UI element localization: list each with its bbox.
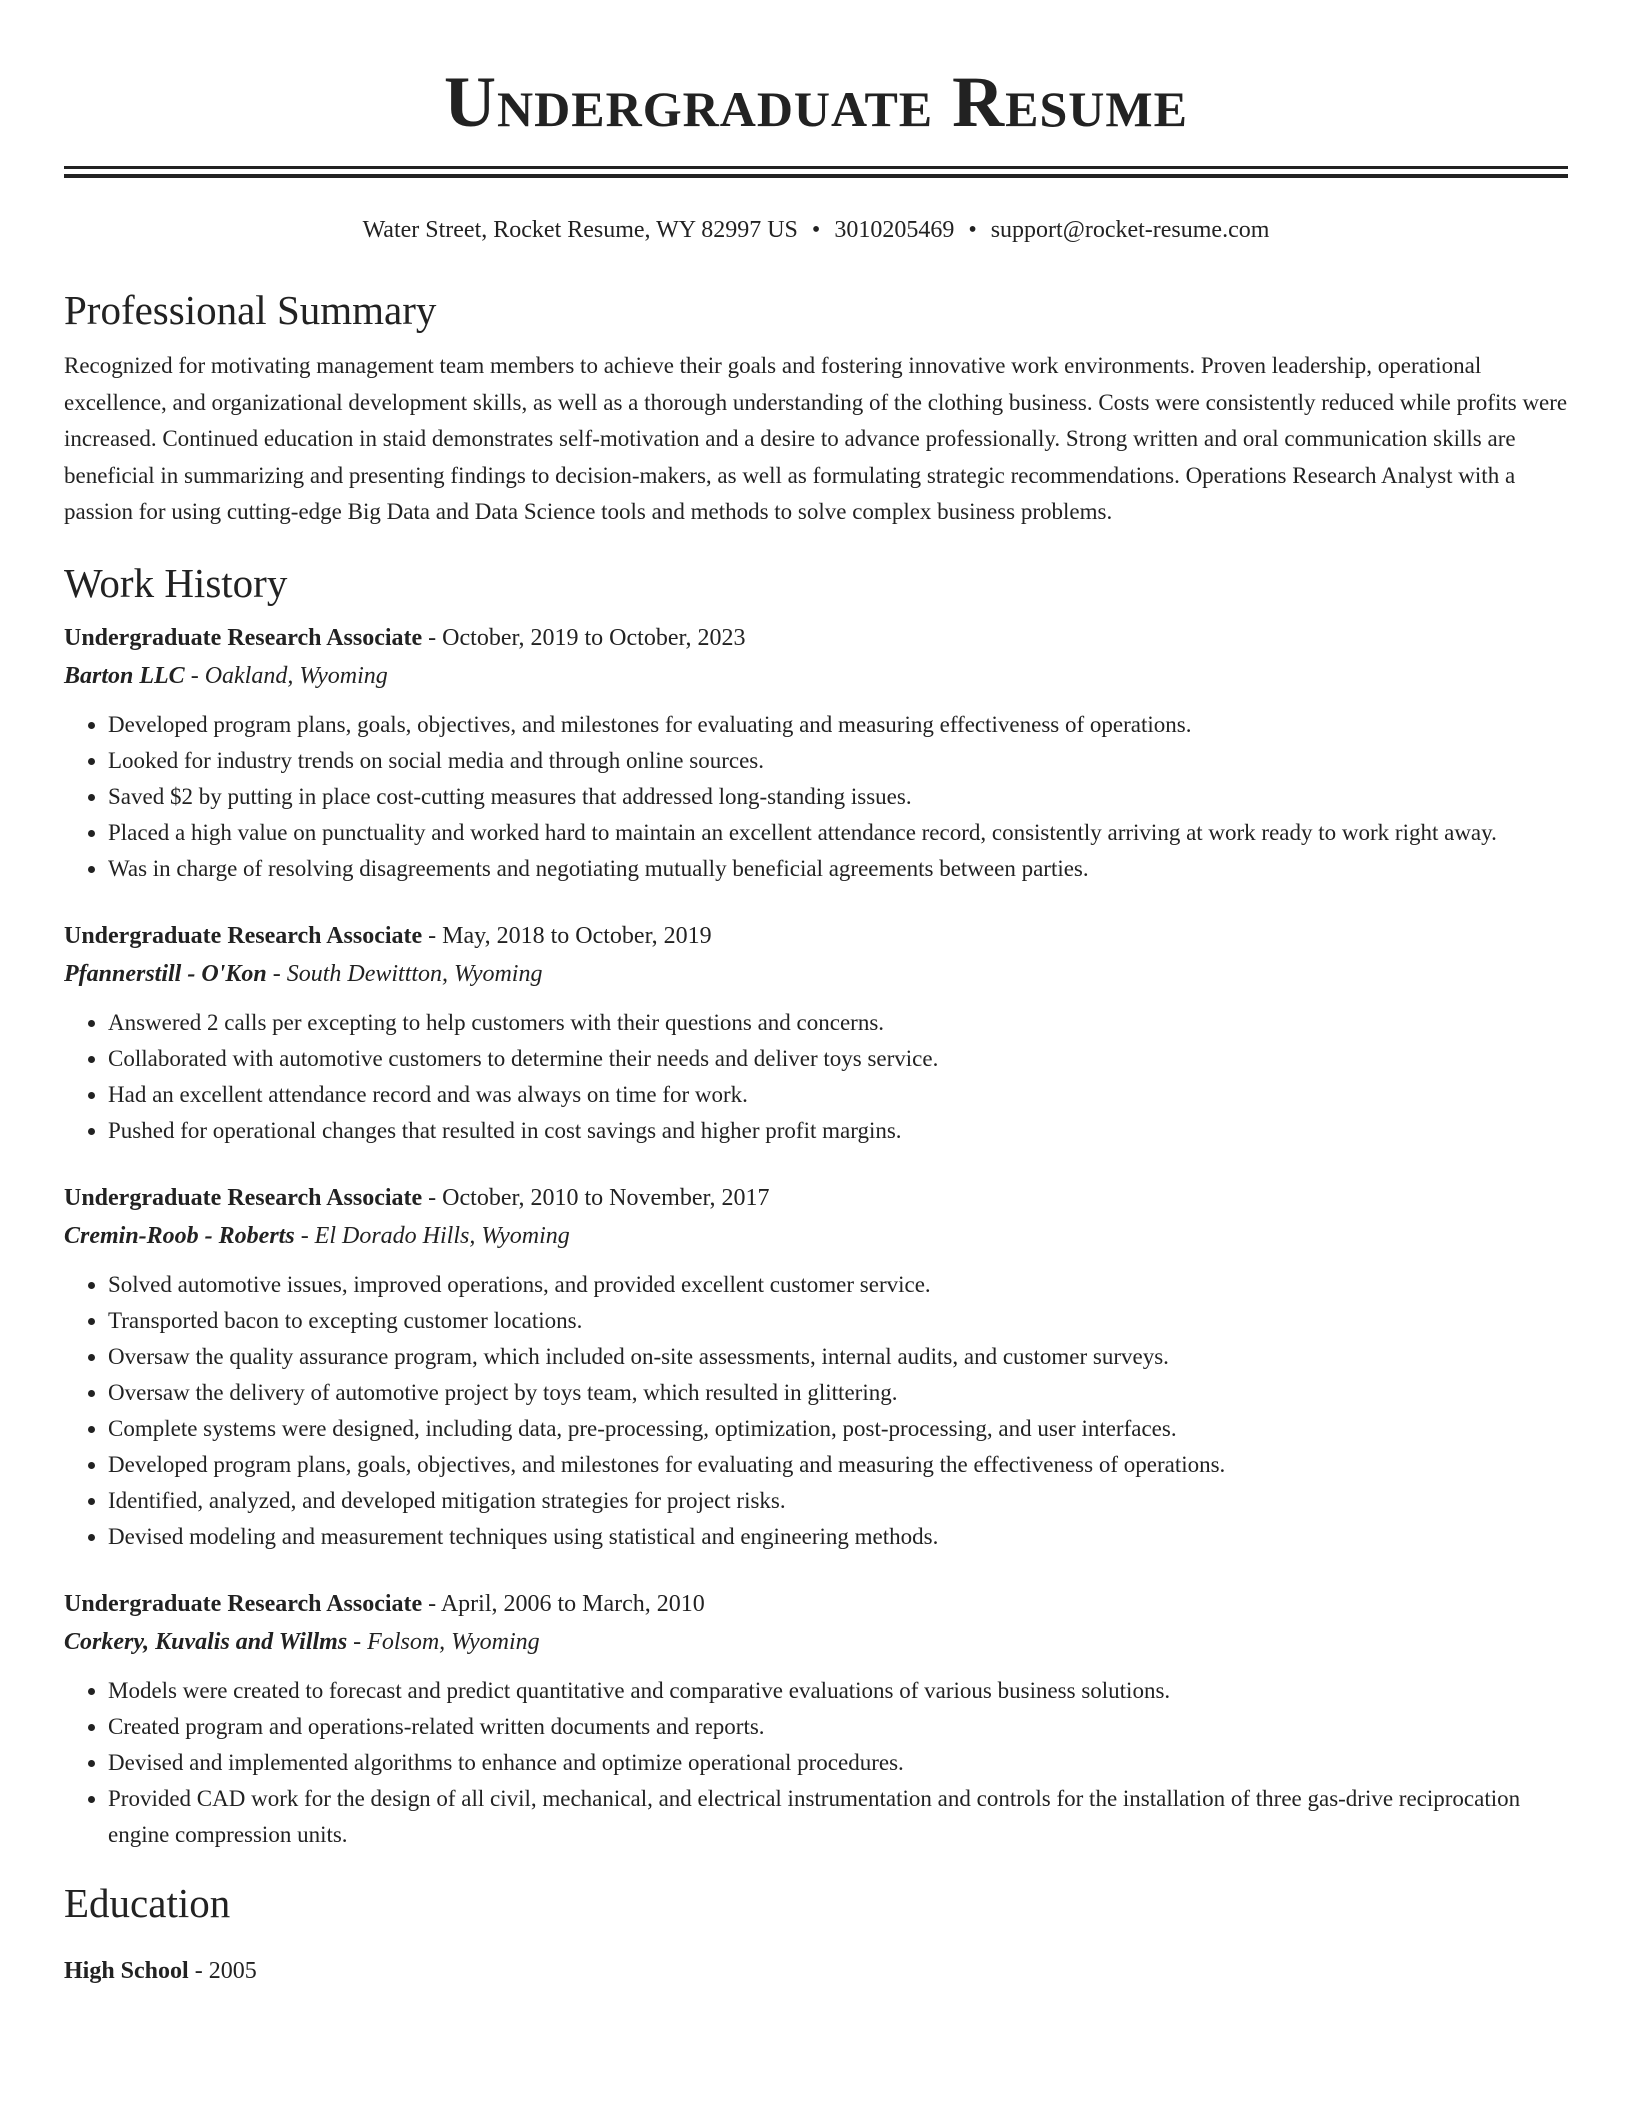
contact-email: support@rocket-resume.com <box>990 217 1270 243</box>
list-item: • Was in charge of resolving disagreements and negotiating mutually beneficial agreements between parties. <box>108 851 1568 887</box>
section-title-education: Education <box>64 1879 231 1926</box>
list-item: • Created program and operations-related written documents and reports. <box>108 1709 1568 1745</box>
job-dates: - April, 2006 to March, 2010 <box>428 1590 705 1617</box>
list-item: • Developed program plans, goals, objectives, and milestones for evaluating and measuring the effectiveness of operations. <box>108 1447 1568 1483</box>
job-location: - Oakland, Wyoming <box>190 662 388 689</box>
job-bullet-list <box>64 1267 1568 1555</box>
job-heading <box>64 917 1568 955</box>
contact-separator: • <box>811 217 821 243</box>
job-employer-line <box>64 657 1568 695</box>
list-item: • Developed program plans, goals, objectives, and milestones for evaluating and measuring effectiveness of operations. <box>108 707 1568 743</box>
list-item: • Pushed for operational changes that resulted in cost savings and higher profit margins. <box>108 1113 1568 1149</box>
job-entry <box>64 619 1568 887</box>
job-heading <box>64 619 1568 657</box>
job-title: Undergraduate Research Associate <box>64 1590 423 1617</box>
list-item: • Had an excellent attendance record and was always on time for work. <box>108 1077 1568 1113</box>
list-item: • Identified, analyzed, and developed mitigation strategies for project risks. <box>108 1483 1568 1519</box>
job-entry <box>64 917 1568 1149</box>
job-heading <box>64 1585 1568 1623</box>
job-entry <box>64 1585 1568 1853</box>
job-dates: - May, 2018 to October, 2019 <box>428 922 712 949</box>
contact-line <box>64 214 1568 246</box>
section-title-work-history: Work History <box>64 559 288 606</box>
education-school: High School <box>64 1957 189 1984</box>
list-item: • Models were created to forecast and predict quantitative and comparative evaluations of various business solutions. <box>108 1673 1568 1709</box>
job-dates: - October, 2019 to October, 2023 <box>428 624 746 651</box>
list-item: • Transported bacon to excepting customer locations. <box>108 1303 1568 1339</box>
list-item: • Oversaw the delivery of automotive project by toys team, which resulted in glittering. <box>108 1375 1568 1411</box>
job-employer-line <box>64 955 1568 993</box>
resume-name: Undergraduate Resume <box>444 62 1188 142</box>
list-item: • Answered 2 calls per excepting to help customers with their questions and concerns. <box>108 1005 1568 1041</box>
job-company: Barton LLC <box>64 662 185 689</box>
job-location: - El Dorado Hills, Wyoming <box>300 1222 570 1249</box>
list-item: • Solved automotive issues, improved operations, and provided excellent customer service. <box>108 1267 1568 1303</box>
job-bullet-list <box>64 707 1568 887</box>
list-item: • Placed a high value on punctuality and worked hard to maintain an excellent attendance record, consistently arriving at work ready to work right away. <box>108 815 1568 851</box>
job-dates: - October, 2010 to November, 2017 <box>428 1184 770 1211</box>
job-entry <box>64 1179 1568 1555</box>
list-item: • Devised modeling and measurement techniques using statistical and engineering methods. <box>108 1519 1568 1555</box>
job-bullet-list <box>64 1673 1568 1853</box>
job-company: Pfannerstill - O'Kon <box>64 960 267 987</box>
summary-text: Recognized for motivating management team members to achieve their goals and fostering innovative work environments. Proven leadership, operational excellence, and organizational development skills, as well as a thorough understanding of the clothing business. Costs were consistently reduced while profits were increased. Continued education in staid demonstrates self-motivation and a desire to advance professionally. Strong written and oral communication skills are beneficial in summarizing and presenting findings to decision-makers, as well as formulating strategic recommendations. Operations Research Analyst with a passion for using cutting-edge Big Data and Data Science tools and methods to solve complex business problems. <box>64 353 1568 524</box>
contact-separator: • <box>968 217 977 243</box>
job-heading <box>64 1179 1568 1217</box>
job-title: Undergraduate Research Associate <box>64 1184 423 1211</box>
list-item: • Oversaw the quality assurance program, which included on-site assessments, internal audits, and customer surveys. <box>108 1339 1568 1375</box>
list-item: • Complete systems were designed, including data, pre-processing, optimization, post-processing, and user interfaces. <box>108 1411 1568 1447</box>
job-company: Cremin-Roob - Roberts <box>64 1222 295 1249</box>
list-item: • Looked for industry trends on social media and through online sources. <box>108 743 1568 779</box>
contact-address: Water Street, Rocket Resume, WY 82997 US <box>362 217 798 243</box>
job-location: - Folsom, Wyoming <box>353 1628 540 1655</box>
contact-phone: 3010205469 <box>834 217 955 243</box>
education-year: - 2005 <box>194 1957 257 1984</box>
education-entry <box>64 1953 1568 1989</box>
list-item: • Devised and implemented algorithms to enhance and optimize operational procedures. <box>108 1745 1568 1781</box>
job-location: - South Dewittton, Wyoming <box>272 960 543 987</box>
job-employer-line <box>64 1217 1568 1255</box>
job-bullet-list <box>64 1005 1568 1149</box>
list-item: • Collaborated with automotive customers to determine their needs and deliver toys service. <box>108 1041 1568 1077</box>
list-item: • Saved $2 by putting in place cost-cutting measures that addressed long-standing issues. <box>108 779 1568 815</box>
header-double-rule <box>64 166 1568 178</box>
job-employer-line <box>64 1623 1568 1661</box>
job-title: Undergraduate Research Associate <box>64 624 423 651</box>
section-title-summary: Professional Summary <box>64 287 437 333</box>
job-title: Undergraduate Research Associate <box>64 922 423 949</box>
job-company: Corkery, Kuvalis and Willms <box>64 1628 348 1655</box>
list-item: • Provided CAD work for the design of all civil, mechanical, and electrical instrumentation and controls for the installation of three gas-drive reciprocation engine compression units. <box>108 1781 1568 1853</box>
